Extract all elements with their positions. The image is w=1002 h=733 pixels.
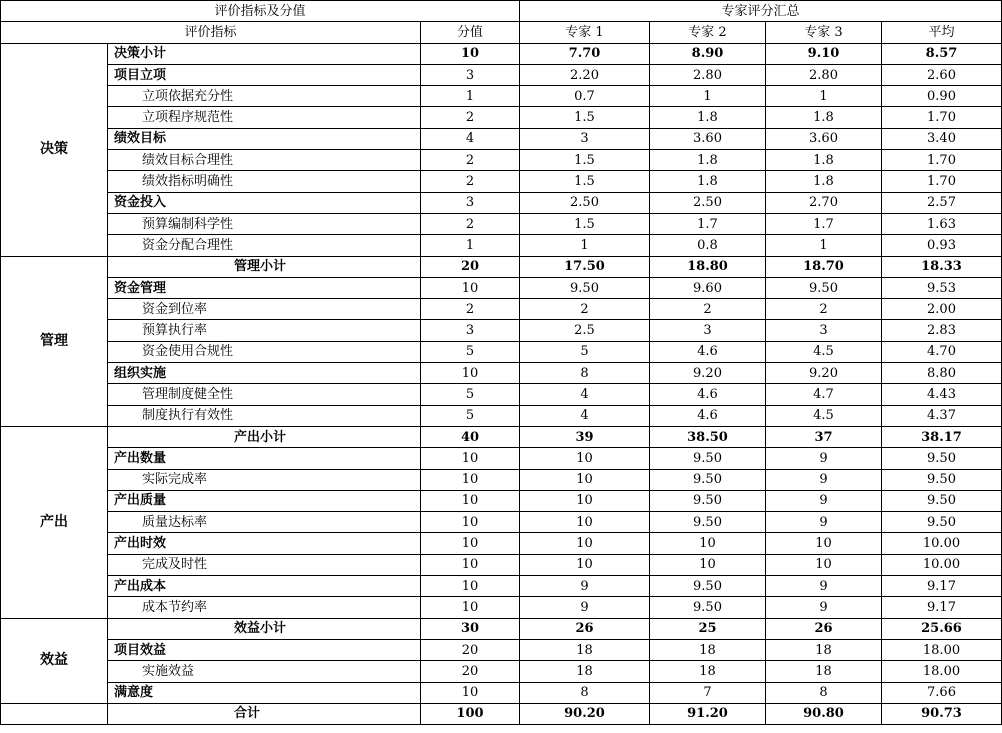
table-row — [1, 576, 1002, 597]
expert-score-cell: 18 — [650, 661, 766, 682]
indicator-name-cell: 决策小计 — [108, 43, 421, 64]
score-cell: 10 — [421, 533, 520, 554]
expert-score-cell: 10 — [520, 533, 650, 554]
indicator-name-cell: 绩效指标明确性 — [108, 171, 421, 192]
expert-score-cell: 38.50 — [650, 426, 766, 447]
score-cell: 5 — [421, 341, 520, 362]
expert-score-cell: 8.90 — [650, 43, 766, 64]
expert-score-cell: 4.7 — [766, 384, 882, 405]
table-row — [1, 554, 1002, 575]
score-cell: 10 — [421, 576, 520, 597]
table-row — [1, 235, 1002, 256]
indicator-name-cell: 效益小计 — [108, 618, 421, 639]
expert-score-cell: 2.70 — [766, 192, 882, 213]
score-cell: 10 — [421, 597, 520, 618]
table-row — [1, 639, 1002, 660]
expert-score-cell: 1.7 — [766, 213, 882, 234]
expert-score-cell: 25 — [650, 618, 766, 639]
indicator-name-cell: 项目立项 — [108, 64, 421, 85]
expert-score-cell: 9.50 — [650, 469, 766, 490]
expert-score-cell: 10 — [520, 554, 650, 575]
average-cell: 1.70 — [882, 107, 1002, 128]
expert-score-cell: 10 — [520, 512, 650, 533]
indicator-name-cell: 立项程序规范性 — [108, 107, 421, 128]
average-cell: 2.00 — [882, 299, 1002, 320]
expert-score-cell: 4.5 — [766, 341, 882, 362]
score-cell: 2 — [421, 213, 520, 234]
average-cell: 25.66 — [882, 618, 1002, 639]
score-cell: 10 — [421, 448, 520, 469]
average-cell: 9.50 — [882, 512, 1002, 533]
expert-score-cell: 10 — [520, 448, 650, 469]
indicator-name-cell: 质量达标率 — [108, 512, 421, 533]
average-cell: 0.90 — [882, 86, 1002, 107]
category-cell: 产出 — [1, 426, 108, 618]
expert-score-cell: 9.50 — [650, 597, 766, 618]
expert-score-cell: 90.20 — [520, 703, 650, 724]
expert-score-cell: 8 — [766, 682, 882, 703]
score-cell: 2 — [421, 171, 520, 192]
table-row — [1, 469, 1002, 490]
indicator-column-header: 评价指标 — [1, 22, 421, 43]
expert-score-cell: 39 — [520, 426, 650, 447]
expert-score-cell: 10 — [766, 533, 882, 554]
score-cell: 30 — [421, 618, 520, 639]
table-row — [1, 213, 1002, 234]
expert-score-cell: 8 — [520, 363, 650, 384]
indicator-name-cell: 产出数量 — [108, 448, 421, 469]
expert-score-cell: 5 — [520, 341, 650, 362]
expert-score-cell: 1 — [766, 86, 882, 107]
average-cell: 2.57 — [882, 192, 1002, 213]
indicator-name-cell: 资金使用合规性 — [108, 341, 421, 362]
score-column-header: 分值 — [421, 22, 520, 43]
expert-score-cell: 1.5 — [520, 171, 650, 192]
expert-score-cell: 7.70 — [520, 43, 650, 64]
expert-score-cell: 1.8 — [766, 150, 882, 171]
category-cell — [1, 703, 108, 724]
expert-score-cell: 9 — [766, 576, 882, 597]
score-cell: 10 — [421, 43, 520, 64]
expert-score-cell: 3 — [766, 320, 882, 341]
expert-score-cell: 2 — [650, 299, 766, 320]
category-cell: 管理 — [1, 256, 108, 426]
expert-score-cell: 2 — [766, 299, 882, 320]
indicator-name-cell: 管理小计 — [108, 256, 421, 277]
expert-score-cell: 1.5 — [520, 213, 650, 234]
expert-score-cell: 3 — [650, 320, 766, 341]
average-cell: 9.50 — [882, 448, 1002, 469]
table-row — [1, 661, 1002, 682]
average-cell: 9.50 — [882, 490, 1002, 511]
indicator-name-cell: 成本节约率 — [108, 597, 421, 618]
score-cell: 1 — [421, 86, 520, 107]
table-row — [1, 597, 1002, 618]
expert-score-cell: 1.8 — [650, 107, 766, 128]
category-cell: 效益 — [1, 618, 108, 703]
indicator-name-cell: 预算执行率 — [108, 320, 421, 341]
average-cell: 9.17 — [882, 597, 1002, 618]
average-cell: 3.40 — [882, 128, 1002, 149]
average-cell: 4.37 — [882, 405, 1002, 426]
expert-score-cell: 9 — [766, 597, 882, 618]
score-cell: 5 — [421, 384, 520, 405]
indicator-name-cell: 立项依据充分性 — [108, 86, 421, 107]
table-row — [1, 490, 1002, 511]
expert-score-cell: 4 — [520, 384, 650, 405]
indicator-name-cell: 绩效目标合理性 — [108, 150, 421, 171]
expert-score-cell: 3.60 — [766, 128, 882, 149]
expert-score-cell: 4.6 — [650, 405, 766, 426]
score-cell: 2 — [421, 150, 520, 171]
indicator-name-cell: 产出小计 — [108, 426, 421, 447]
expert-score-cell: 9.60 — [650, 277, 766, 298]
average-cell: 1.70 — [882, 171, 1002, 192]
table-row — [1, 384, 1002, 405]
indicator-name-cell: 产出时效 — [108, 533, 421, 554]
expert2-column-header: 专家 2 — [650, 22, 766, 43]
indicator-group-header: 评价指标及分值 — [1, 1, 520, 22]
expert-score-cell: 1.5 — [520, 150, 650, 171]
score-cell: 10 — [421, 277, 520, 298]
expert-score-cell: 3.60 — [650, 128, 766, 149]
table-row — [1, 512, 1002, 533]
expert-score-cell: 10 — [650, 554, 766, 575]
indicator-name-cell: 产出质量 — [108, 490, 421, 511]
average-cell: 18.00 — [882, 661, 1002, 682]
expert-score-cell: 4.6 — [650, 341, 766, 362]
expert-score-cell: 26 — [766, 618, 882, 639]
indicator-name-cell: 管理制度健全性 — [108, 384, 421, 405]
indicator-name-cell: 完成及时性 — [108, 554, 421, 575]
average-cell: 10.00 — [882, 554, 1002, 575]
expert-score-cell: 9 — [766, 448, 882, 469]
table-row — [1, 86, 1002, 107]
table-row — [1, 682, 1002, 703]
expert-score-cell: 18 — [520, 661, 650, 682]
expert-score-cell: 1.8 — [766, 107, 882, 128]
expert-score-cell: 9.50 — [650, 576, 766, 597]
expert-score-cell: 90.80 — [766, 703, 882, 724]
expert-score-cell: 10 — [650, 533, 766, 554]
indicator-name-cell: 资金投入 — [108, 192, 421, 213]
expert-score-cell: 9.50 — [650, 490, 766, 511]
indicator-name-cell: 预算编制科学性 — [108, 213, 421, 234]
expert-score-cell: 4 — [520, 405, 650, 426]
indicator-name-cell: 实施效益 — [108, 661, 421, 682]
score-cell: 3 — [421, 64, 520, 85]
expert-score-cell: 9 — [766, 490, 882, 511]
score-cell: 2 — [421, 299, 520, 320]
expert-score-cell: 9.50 — [650, 448, 766, 469]
score-cell: 5 — [421, 405, 520, 426]
expert-score-cell: 9.20 — [766, 363, 882, 384]
table-row — [1, 533, 1002, 554]
average-cell: 4.43 — [882, 384, 1002, 405]
expert-score-cell: 1.5 — [520, 107, 650, 128]
indicator-name-cell: 组织实施 — [108, 363, 421, 384]
header-row-2 — [1, 22, 1002, 43]
expert-score-cell: 2.80 — [650, 64, 766, 85]
expert-score-cell: 9 — [520, 576, 650, 597]
expert-score-cell: 1.7 — [650, 213, 766, 234]
expert-score-cell: 17.50 — [520, 256, 650, 277]
indicator-name-cell: 资金分配合理性 — [108, 235, 421, 256]
expert-score-cell: 8 — [520, 682, 650, 703]
average-cell: 8.80 — [882, 363, 1002, 384]
expert-score-cell: 3 — [520, 128, 650, 149]
expert-score-cell: 18.80 — [650, 256, 766, 277]
average-cell: 18.33 — [882, 256, 1002, 277]
score-cell: 2 — [421, 107, 520, 128]
table-row — [1, 277, 1002, 298]
indicator-name-cell: 制度执行有效性 — [108, 405, 421, 426]
table-row — [1, 703, 1002, 724]
expert-score-cell: 26 — [520, 618, 650, 639]
average-cell: 1.70 — [882, 150, 1002, 171]
indicator-name-cell: 绩效目标 — [108, 128, 421, 149]
expert-score-cell: 4.5 — [766, 405, 882, 426]
table-row — [1, 171, 1002, 192]
indicator-name-cell: 产出成本 — [108, 576, 421, 597]
expert-score-cell: 4.6 — [650, 384, 766, 405]
expert-score-cell: 2.50 — [520, 192, 650, 213]
score-cell: 3 — [421, 192, 520, 213]
indicator-name-cell: 满意度 — [108, 682, 421, 703]
table-row — [1, 64, 1002, 85]
score-cell: 20 — [421, 639, 520, 660]
expert-score-cell: 10 — [520, 490, 650, 511]
score-cell: 20 — [421, 661, 520, 682]
table-row — [1, 150, 1002, 171]
expert-score-cell: 1 — [766, 235, 882, 256]
average-column-header: 平均 — [882, 22, 1002, 43]
expert-score-cell: 10 — [520, 469, 650, 490]
score-cell: 10 — [421, 469, 520, 490]
score-cell: 100 — [421, 703, 520, 724]
average-cell: 90.73 — [882, 703, 1002, 724]
score-cell: 40 — [421, 426, 520, 447]
expert-score-cell: 18.70 — [766, 256, 882, 277]
expert-score-cell: 9 — [520, 597, 650, 618]
header-row-1 — [1, 1, 1002, 22]
table-row — [1, 426, 1002, 447]
table-row — [1, 448, 1002, 469]
score-cell: 4 — [421, 128, 520, 149]
expert-summary-header: 专家评分汇总 — [520, 1, 1002, 22]
table-row — [1, 405, 1002, 426]
average-cell: 10.00 — [882, 533, 1002, 554]
table-row — [1, 107, 1002, 128]
expert-score-cell: 1 — [520, 235, 650, 256]
expert-score-cell: 18 — [650, 639, 766, 660]
expert-score-cell: 2.20 — [520, 64, 650, 85]
score-cell: 10 — [421, 363, 520, 384]
expert-score-cell: 2.50 — [650, 192, 766, 213]
indicator-name-cell: 合计 — [108, 703, 421, 724]
score-cell: 10 — [421, 682, 520, 703]
average-cell: 8.57 — [882, 43, 1002, 64]
expert-score-cell: 18 — [520, 639, 650, 660]
average-cell: 0.93 — [882, 235, 1002, 256]
expert-score-cell: 7 — [650, 682, 766, 703]
expert-score-cell: 1.8 — [650, 150, 766, 171]
indicator-name-cell: 实际完成率 — [108, 469, 421, 490]
table-row — [1, 192, 1002, 213]
table-row — [1, 43, 1002, 64]
expert3-column-header: 专家 3 — [766, 22, 882, 43]
expert-score-cell: 2.5 — [520, 320, 650, 341]
average-cell: 9.50 — [882, 469, 1002, 490]
table-row — [1, 299, 1002, 320]
average-cell: 1.63 — [882, 213, 1002, 234]
expert-score-cell: 18 — [766, 661, 882, 682]
expert1-column-header: 专家 1 — [520, 22, 650, 43]
table-row — [1, 341, 1002, 362]
expert-score-cell: 37 — [766, 426, 882, 447]
score-cell: 10 — [421, 512, 520, 533]
table-row — [1, 618, 1002, 639]
expert-score-cell: 9.20 — [650, 363, 766, 384]
average-cell: 9.53 — [882, 277, 1002, 298]
expert-score-cell: 10 — [766, 554, 882, 575]
score-cell: 1 — [421, 235, 520, 256]
table-row — [1, 128, 1002, 149]
expert-score-cell: 2.80 — [766, 64, 882, 85]
expert-score-cell: 2 — [520, 299, 650, 320]
expert-score-cell: 1 — [650, 86, 766, 107]
table-row — [1, 320, 1002, 341]
expert-score-cell: 9 — [766, 512, 882, 533]
average-cell: 18.00 — [882, 639, 1002, 660]
expert-score-cell: 9.50 — [650, 512, 766, 533]
score-cell: 10 — [421, 554, 520, 575]
score-cell: 20 — [421, 256, 520, 277]
average-cell: 2.83 — [882, 320, 1002, 341]
expert-score-cell: 1.8 — [766, 171, 882, 192]
expert-score-cell: 0.8 — [650, 235, 766, 256]
indicator-name-cell: 资金管理 — [108, 277, 421, 298]
expert-score-cell: 9 — [766, 469, 882, 490]
category-cell: 决策 — [1, 43, 108, 256]
score-cell: 3 — [421, 320, 520, 341]
expert-score-cell: 18 — [766, 639, 882, 660]
average-cell: 38.17 — [882, 426, 1002, 447]
average-cell: 4.70 — [882, 341, 1002, 362]
indicator-name-cell: 项目效益 — [108, 639, 421, 660]
table-row — [1, 363, 1002, 384]
score-cell: 10 — [421, 490, 520, 511]
expert-score-cell: 9.10 — [766, 43, 882, 64]
expert-score-cell: 0.7 — [520, 86, 650, 107]
table-row — [1, 256, 1002, 277]
expert-score-cell: 9.50 — [520, 277, 650, 298]
indicator-name-cell: 资金到位率 — [108, 299, 421, 320]
expert-score-cell: 1.8 — [650, 171, 766, 192]
average-cell: 2.60 — [882, 64, 1002, 85]
expert-score-cell: 9.50 — [766, 277, 882, 298]
expert-score-cell: 91.20 — [650, 703, 766, 724]
average-cell: 7.66 — [882, 682, 1002, 703]
average-cell: 9.17 — [882, 576, 1002, 597]
